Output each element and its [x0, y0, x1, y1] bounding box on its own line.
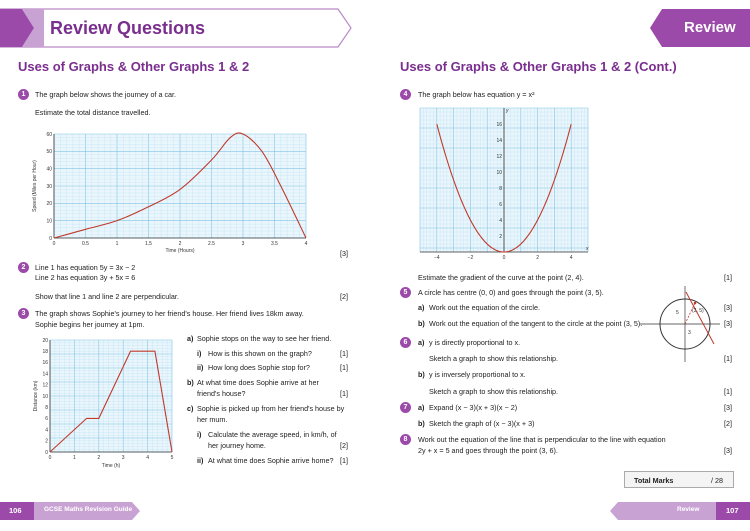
- q3aii-label: ii): [197, 363, 204, 372]
- x-tick-label: 0: [52, 241, 56, 247]
- y-tick-label: 6: [499, 201, 502, 208]
- circle-axis-3: 3: [688, 330, 691, 336]
- q3ai-text: How is this shown on the graph?: [208, 349, 312, 358]
- x-tick-label: 2: [536, 255, 539, 261]
- q7-number: 7: [400, 402, 411, 413]
- x-tick-label: 3.5: [271, 241, 278, 247]
- y-tick-label: 2: [499, 233, 502, 240]
- q3cii-label: ii): [197, 456, 204, 465]
- q5a-text: Work out the equation of the circle.: [429, 303, 540, 312]
- q4-text: The graph below has equation y = x²: [418, 90, 535, 99]
- q3c-label: c): [187, 404, 194, 413]
- x-tick-label: 3: [121, 455, 125, 461]
- y-tick-label: 40: [46, 166, 52, 173]
- x-tick-label: 2: [178, 241, 182, 247]
- q3a-text: Sophie stops on the way to see her friend.: [197, 334, 332, 343]
- y-tick-label: 10: [496, 169, 502, 176]
- q6a-text: y is directly proportional to x.: [429, 338, 521, 347]
- q7a-text: Expand (x − 3)(x + 3)(x − 2): [429, 403, 518, 412]
- q2-line2: Line 2 has equation 3y + 5x = 6: [35, 273, 136, 282]
- q3-text: The graph shows Sophie's journey to her friend's house. Her friend lives 18km away.: [35, 309, 304, 318]
- circle-diagram: [638, 284, 722, 364]
- x-tick-label: 0: [48, 455, 52, 461]
- left-section-title: Uses of Graphs & Other Graphs 1 & 2: [18, 59, 250, 74]
- y-tick-label: 16: [496, 121, 502, 128]
- y-tick-label: 30: [46, 183, 52, 190]
- y-tick-label: 12: [496, 153, 502, 160]
- x-tick-label: 0.5: [82, 241, 89, 247]
- y-tick-label: 16: [42, 360, 48, 367]
- q3ci-text2: her journey home.: [208, 441, 266, 450]
- y-tick-label: 0: [49, 235, 52, 242]
- y-tick-label: 50: [46, 149, 52, 156]
- q7a-marks: [3]: [724, 403, 732, 412]
- y-tick-label: 6: [45, 416, 48, 423]
- q4-text2: Estimate the gradient of the curve at the point (2, 4).: [418, 273, 584, 282]
- q5b-text: Work out the equation of the tangent to the circle at the point (3, 5).: [429, 319, 643, 328]
- total-marks-value: / 28: [711, 476, 723, 485]
- x-tick-label: 5: [170, 455, 174, 461]
- y-tick-label: 10: [42, 393, 48, 400]
- q1-number: 1: [18, 89, 29, 100]
- total-marks-box: [624, 471, 734, 488]
- q3ai-label: i): [197, 349, 202, 358]
- q6b-text: y is inversely proportional to x.: [429, 370, 526, 379]
- q7a-label: a): [418, 403, 425, 412]
- q5a-label: a): [418, 303, 425, 312]
- q1-marks: [3]: [340, 249, 348, 258]
- x-tick-label: 1: [115, 241, 119, 247]
- x-tick-label: 0: [502, 255, 506, 261]
- y-tick-label: 14: [42, 371, 48, 378]
- footer-left: [0, 502, 140, 520]
- q6-number: 6: [400, 337, 411, 348]
- total-marks-label: Total Marks: [634, 476, 674, 485]
- q3c-text1: Sophie is picked up from her friend's house by: [197, 404, 345, 413]
- x-tick-label: 1.5: [145, 241, 152, 247]
- x-tick-label: 4: [146, 455, 149, 461]
- y-tick-label: 20: [46, 201, 52, 208]
- q2-text: Show that line 1 and line 2 are perpendicular.: [35, 292, 179, 301]
- y-tick-label: 20: [42, 337, 48, 344]
- q6a-sketch: Sketch a graph to show this relationship.: [429, 354, 559, 363]
- q3a-label: a): [187, 334, 194, 343]
- q3b-label: b): [187, 378, 194, 387]
- q3aii-text: How long does Sophie stop for?: [208, 363, 310, 372]
- q3cii-marks: [1]: [340, 456, 348, 465]
- q5b-label: b): [418, 319, 425, 328]
- x-axis-label: Time (Hours): [165, 248, 195, 254]
- q5a-marks: [3]: [724, 303, 732, 312]
- footer-book-title: GCSE Maths Revision Guide: [44, 506, 133, 513]
- parabola-chart: [416, 102, 592, 264]
- q7b-marks: [2]: [724, 419, 732, 428]
- q2-number: 2: [18, 262, 29, 273]
- q3ai-marks: [1]: [340, 349, 348, 358]
- section-title-tab: [0, 8, 352, 48]
- left-page-number: 106: [9, 506, 22, 515]
- q1-text2: Estimate the total distance travelled.: [35, 108, 151, 117]
- review-tab: [648, 8, 750, 48]
- x-tick-label: 4: [569, 255, 573, 261]
- y-axis-label: Speed (Miles per Hour): [32, 160, 38, 212]
- y-tick-label: 60: [46, 131, 52, 138]
- circle-point-label: (3, 5): [692, 308, 704, 314]
- q3ci-label: i): [197, 430, 202, 439]
- y-tick-label: 18: [42, 349, 48, 355]
- x-tick-label: 2: [97, 455, 101, 461]
- x-tick-label: −2: [467, 255, 474, 261]
- y-tick-label: 12: [42, 382, 48, 389]
- q3-text2: Sophie begins her journey at 1pm.: [35, 320, 145, 329]
- y-tick-label: 8: [499, 185, 502, 192]
- y-tick-label: 4: [499, 217, 502, 224]
- y-axis-label: Distance (km): [33, 380, 39, 412]
- q8-marks: [3]: [724, 446, 732, 455]
- page-title: Review Questions: [50, 18, 206, 38]
- q6b-marks: [1]: [724, 387, 732, 396]
- q3aii-marks: [1]: [340, 363, 348, 372]
- right-section-title: Uses of Graphs & Other Graphs 1 & 2 (Cont.): [400, 59, 677, 74]
- q6a-label: a): [418, 338, 425, 347]
- q3c-text2: her mum.: [197, 415, 228, 424]
- q5b-marks: [3]: [724, 319, 732, 328]
- q3cii-text: At what time does Sophie arrive home?: [208, 456, 334, 465]
- q2-marks: [2]: [340, 292, 348, 301]
- q6b-label: b): [418, 370, 425, 379]
- y-axis-label: y: [506, 108, 509, 114]
- x-axis-label: x: [586, 246, 589, 252]
- y-tick-label: 2: [45, 438, 48, 445]
- y-tick-label: 4: [45, 427, 48, 434]
- q3b-text1: At what time does Sophie arrive at her: [197, 378, 319, 387]
- y-tick-label: 10: [46, 218, 52, 225]
- x-tick-label: 3: [241, 241, 245, 247]
- q4-marks: [1]: [724, 273, 732, 282]
- q2-line1: Line 1 has equation 5y = 3x − 2: [35, 263, 136, 272]
- q3b-marks: [1]: [340, 389, 348, 398]
- sophie-journey-chart: [30, 334, 178, 472]
- x-tick-label: 4: [304, 241, 308, 247]
- q7b-text: Sketch the graph of (x − 3)(x + 3): [429, 419, 535, 428]
- x-axis-label: Time (h): [101, 463, 121, 469]
- q8-text1: Work out the equation of the line that is perpendicular to the line with equation: [418, 435, 666, 444]
- y-tick-label: 14: [496, 137, 502, 144]
- car-speed-chart: [28, 128, 328, 258]
- right-page-number: 107: [726, 506, 739, 515]
- x-tick-label: −4: [433, 255, 440, 261]
- y-tick-label: 0: [45, 449, 48, 456]
- x-tick-label: 1: [73, 455, 76, 461]
- y-tick-label: 8: [45, 405, 48, 411]
- q6b-sketch: Sketch a graph to show this relationship.: [429, 387, 559, 396]
- q3ci-marks: [2]: [340, 441, 348, 450]
- footer-right: [610, 502, 750, 520]
- circle-axis-5: 5: [676, 310, 679, 316]
- q8-number: 8: [400, 434, 411, 445]
- q1-text: The graph below shows the journey of a car.: [35, 90, 177, 99]
- q3b-text2: friend's house?: [197, 389, 246, 398]
- q4-number: 4: [400, 89, 411, 100]
- q3-number: 3: [18, 308, 29, 319]
- footer-review-label: Review: [677, 506, 700, 513]
- review-tab-label: Review: [684, 19, 736, 36]
- q8-text2: 2y + x = 5 and goes through the point (3, 6).: [418, 446, 558, 455]
- q3ci-text1: Calculate the average speed, in km/h, of: [208, 430, 337, 439]
- q5-text: A circle has centre (0, 0) and goes through the point (3, 5).: [418, 288, 604, 297]
- q6a-marks: [1]: [724, 354, 732, 363]
- q7b-label: b): [418, 419, 425, 428]
- x-tick-label: 2.5: [208, 241, 215, 247]
- q5-number: 5: [400, 287, 411, 298]
